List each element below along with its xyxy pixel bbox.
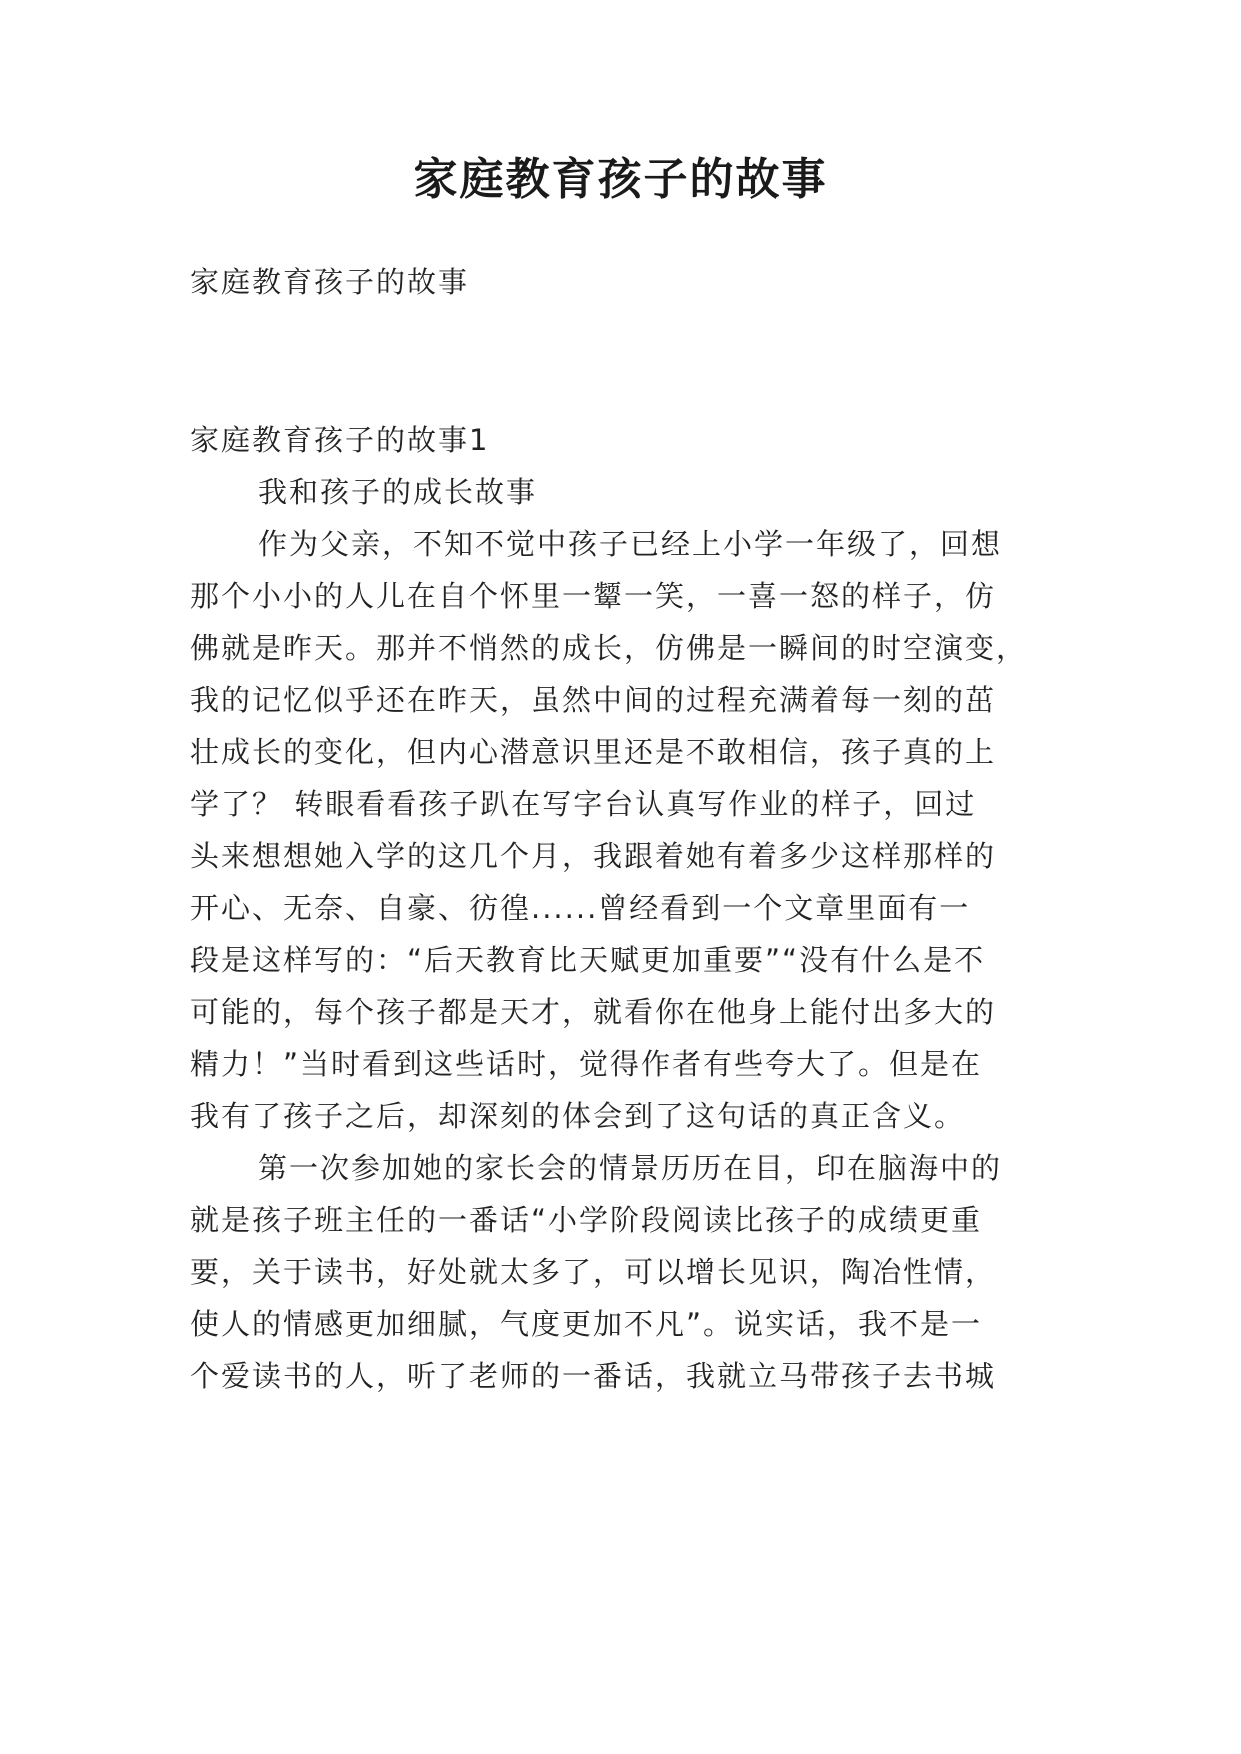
paragraph-line: 壮成长的变化，但内心潜意识里还是不敢相信，孩子真的上 xyxy=(190,735,997,769)
paragraph-line: 头来想想她入学的这几个月，我跟着她有着多少这样那样的 xyxy=(190,839,997,873)
paragraph-line: 第一次参加她的家长会的情景历历在目，印在脑海中的 xyxy=(258,1151,1003,1185)
paragraph-line: 作为父亲，不知不觉中孩子已经上小学一年级了，回想 xyxy=(258,527,1003,561)
story-title: 我和孩子的成长故事 xyxy=(258,475,538,509)
paragraph-line: 我的记忆似乎还在昨天，虽然中间的过程充满着每一刻的茁 xyxy=(190,683,997,717)
paragraph-line: 段是这样写的：“后天教育比天赋更加重要”“没有什么是不 xyxy=(190,943,986,977)
paragraph-line: 要，关于读书，好处就太多了，可以增长见识，陶冶性情， xyxy=(190,1255,997,1289)
document-subtitle: 家庭教育孩子的故事 xyxy=(190,265,470,299)
paragraph-line: 那个小小的人儿在自个怀里一颦一笑，一喜一怒的样子，仿 xyxy=(190,579,997,613)
section-heading: 家庭教育孩子的故事1 xyxy=(190,423,490,457)
paragraph-line: 个爱读书的人，听了老师的一番话，我就立马带孩子去书城 xyxy=(190,1359,997,1393)
document-title: 家庭教育孩子的故事 xyxy=(413,154,828,205)
paragraph-line: 精力！”当时看到这些话时，觉得作者有些夸大了。但是在 xyxy=(190,1047,983,1081)
paragraph-line: 可能的，每个孩子都是天才，就看你在他身上能付出多大的 xyxy=(190,995,997,1029)
paragraph-line: 佛就是昨天。那并不悄然的成长，仿佛是一瞬间的时空演变， xyxy=(190,631,1028,665)
paragraph-line: 使人的情感更加细腻，气度更加不凡”。说实话，我不是一 xyxy=(190,1307,983,1341)
paragraph-line: 开心、无奈、自豪、彷徨......曾经看到一个文章里面有一 xyxy=(190,891,971,925)
paragraph-line: 就是孩子班主任的一番话“小学阶段阅读比孩子的成绩更重 xyxy=(190,1203,983,1237)
paragraph-line: 我有了孩子之后，却深刻的体会到了这句话的真正含义。 xyxy=(190,1099,966,1133)
paragraph-line: 学了？ 转眼看看孩子趴在写字台认真写作业的样子，回过 xyxy=(190,787,977,821)
